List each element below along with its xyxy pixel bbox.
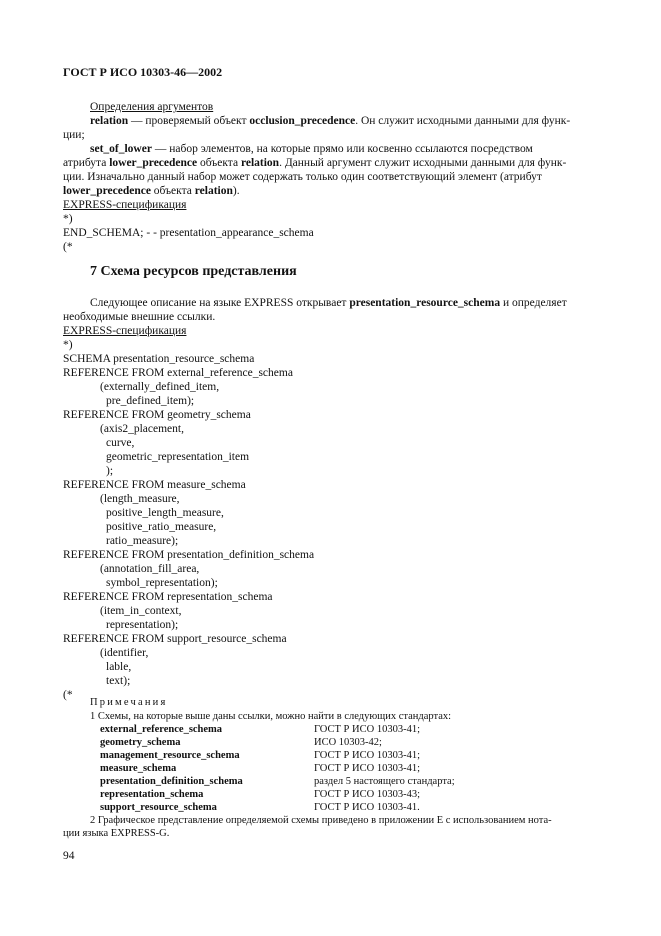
ref-standard: ГОСТ Р ИСО 10303-41; xyxy=(314,750,420,761)
code-line: (externally_defined_item, xyxy=(100,381,220,393)
ref-standard: раздел 5 настоящего стандарта; xyxy=(314,776,455,787)
term-relation: relation xyxy=(90,115,129,127)
page-number: 94 xyxy=(63,850,75,862)
ref-schema-name: representation_schema xyxy=(100,789,204,800)
ref-schema-name: geometry_schema xyxy=(100,737,181,748)
code-line: symbol_representation); xyxy=(106,577,218,589)
express-spec-label-1: EXPRESS-спецификация xyxy=(63,199,187,211)
code-line: SCHEMA presentation_resource_schema xyxy=(63,353,255,365)
note-1: 1 Схемы, на которые выше даны ссылки, можно найти в следующих стандартах: xyxy=(90,711,452,722)
term-presentation-resource-schema: presentation_resource_schema xyxy=(349,297,501,309)
code-line: REFERENCE FROM representation_schema xyxy=(63,591,273,603)
ref-standard: ГОСТ Р ИСО 10303-41. xyxy=(314,802,420,813)
ref-standard: ИСО 10303-42; xyxy=(314,737,382,748)
relation-paragraph-line2: ции; xyxy=(63,129,85,141)
code-line: positive_length_measure, xyxy=(106,507,224,519)
set-paragraph-line1: set_of_lower — набор элементов, на которые прямо или косвенно ссылаются посредством xyxy=(90,143,533,155)
code-line: REFERENCE FROM support_resource_schema xyxy=(63,633,287,645)
open-comment-2: (* xyxy=(63,689,73,701)
set-paragraph-line2: атрибута lower_precedence объекта relation. Данный аргумент служит исходными данными для функ- xyxy=(63,157,567,169)
set-paragraph-line3: ции. Изначально данный набор может содержать только один соответствующий элемент (атрибут xyxy=(63,171,542,183)
code-line: text); xyxy=(106,675,131,687)
ref-standard: ГОСТ Р ИСО 10303-41; xyxy=(314,724,420,735)
ref-schema-name: external_reference_schema xyxy=(100,724,223,735)
intro-line1: Следующее описание на языке EXPRESS открывает presentation_resource_schema и определяет xyxy=(90,297,567,309)
code-line: (identifier, xyxy=(100,647,149,659)
relation-paragraph-line1: relation — проверяемый объект occlusion_precedence. Он служит исходными данными для функ- xyxy=(90,115,571,127)
ref-schema-name: measure_schema xyxy=(100,763,177,774)
code-line: (annotation_fill_area, xyxy=(100,563,200,575)
open-comment-1: (* xyxy=(63,241,73,253)
ref-schema-name: presentation_definition_schema xyxy=(100,776,243,787)
end-schema-line: END_SCHEMA; - - presentation_appearance_schema xyxy=(63,227,314,239)
code-line: geometric_representation_item xyxy=(106,451,250,463)
ref-standard: ГОСТ Р ИСО 10303-43; xyxy=(314,789,420,800)
code-line: REFERENCE FROM external_reference_schema xyxy=(63,367,293,379)
note-2-line1: 2 Графическое представление определяемой схемы приведено в приложении Е с использованием нота- xyxy=(90,815,552,826)
close-comment-1: *) xyxy=(63,213,73,225)
code-line: (axis2_placement, xyxy=(100,423,184,435)
code-line: curve, xyxy=(106,437,135,449)
code-line: pre_defined_item); xyxy=(106,395,195,407)
args-title: Определения аргументов xyxy=(90,101,214,113)
code-line: positive_ratio_measure, xyxy=(106,521,217,533)
code-line: REFERENCE FROM measure_schema xyxy=(63,479,246,491)
ref-schema-name: management_resource_schema xyxy=(100,750,240,761)
ref-schema-name: support_resource_schema xyxy=(100,802,217,813)
code-line: (length_measure, xyxy=(100,493,180,505)
set-paragraph-line4: lower_precedence объекта relation). xyxy=(63,185,240,197)
term-set-of-lower: set_of_lower xyxy=(90,143,152,155)
note-2-line2: ции языка EXPRESS-G. xyxy=(63,828,170,839)
code-line: lable, xyxy=(106,661,132,673)
code-line: REFERENCE FROM geometry_schema xyxy=(63,409,251,421)
code-line: representation); xyxy=(106,619,179,631)
close-comment-2: *) xyxy=(63,339,73,351)
term-occlusion-precedence: occlusion_precedence xyxy=(249,115,356,127)
ref-standard: ГОСТ Р ИСО 10303-41; xyxy=(314,763,420,774)
document-header: ГОСТ Р ИСО 10303-46—2002 xyxy=(63,65,223,79)
code-line: REFERENCE FROM presentation_definition_schema xyxy=(63,549,315,561)
intro-line2: необходимые внешние ссылки. xyxy=(63,311,216,323)
express-spec-label-2: EXPRESS-спецификация xyxy=(63,325,187,337)
section-heading: 7 Схема ресурсов представления xyxy=(90,264,297,279)
notes-title: Примечания xyxy=(90,697,168,708)
code-line: (item_in_context, xyxy=(100,605,182,617)
code-line: ratio_measure); xyxy=(106,535,179,547)
code-line: ); xyxy=(106,465,114,477)
